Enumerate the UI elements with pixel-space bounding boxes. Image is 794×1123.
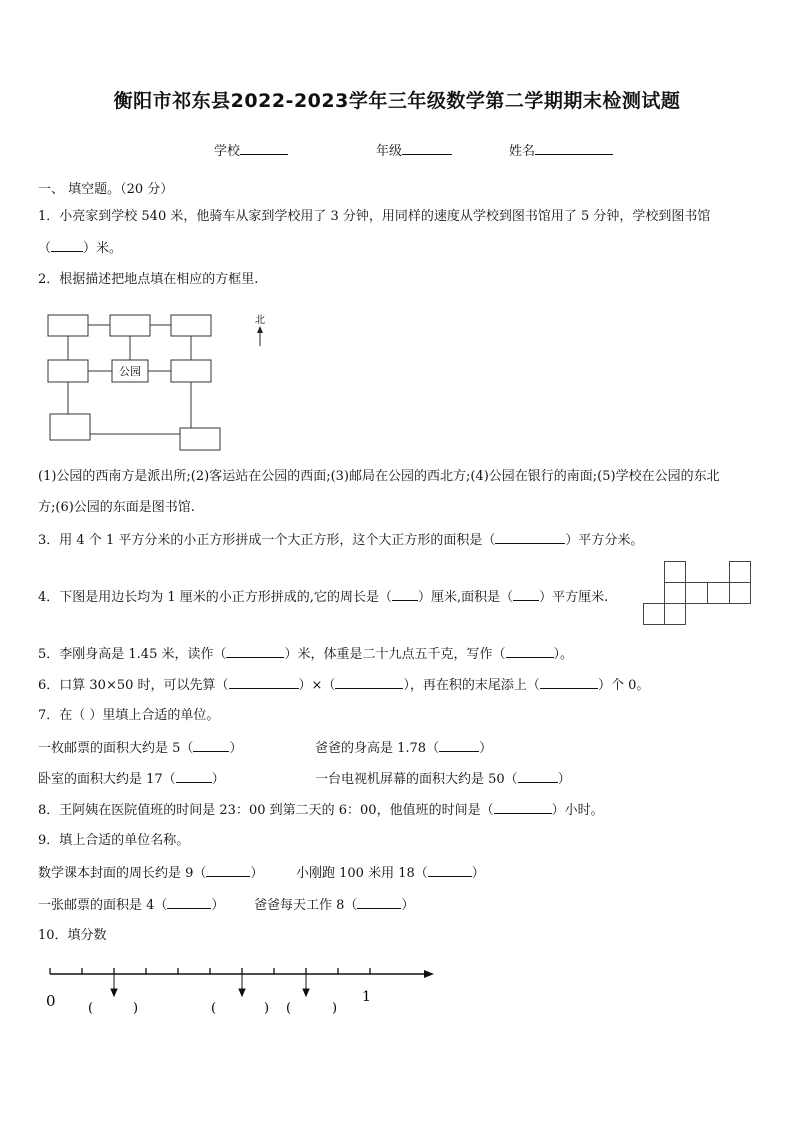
q7-d: [315, 770, 571, 789]
q7-d-close: ）: [557, 772, 571, 787]
q9-c-blank[interactable]: [167, 896, 211, 909]
q1-blank[interactable]: [51, 239, 83, 252]
q9-b-blank[interactable]: [428, 864, 472, 877]
fraction-slot-3-open: (: [286, 1001, 292, 1016]
q7-a-text: 一枚邮票的面积大约是 5（: [38, 741, 194, 756]
park-label: 公园: [119, 365, 141, 378]
q9-a-blank[interactable]: [206, 864, 250, 877]
map-box-bottom-left[interactable]: [50, 414, 90, 440]
q4-perimeter-blank[interactable]: [392, 588, 418, 601]
q5-write-blank[interactable]: [506, 645, 554, 658]
q9-b-text: 小刚跑 100 米用 18（: [296, 866, 428, 881]
q9-c-text: 一张邮票的面积是 4（: [38, 898, 168, 913]
q9-a: [38, 864, 263, 883]
down-arrow-icon: [303, 989, 309, 996]
fraction-slot-1-close: ): [133, 1001, 139, 1016]
q9-d-text: 爸爸每天工作 8（: [254, 898, 358, 913]
fraction-slot-2-open: (: [211, 1001, 217, 1016]
north-label: 北: [255, 315, 265, 326]
q6-part2: ）×（: [298, 678, 336, 693]
map-box-middle-right[interactable]: [171, 360, 211, 382]
q4-area-blank[interactable]: [513, 588, 539, 601]
q9-c-close: ）: [211, 898, 225, 913]
q9-d-blank[interactable]: [357, 896, 401, 909]
q9-d: [254, 896, 414, 915]
fraction-slot-2-close: ): [264, 1001, 270, 1016]
q9-c: [38, 896, 224, 915]
number-line-one: 1: [362, 989, 371, 1005]
number-line-zero: 0: [46, 992, 56, 1010]
name-blank[interactable]: [535, 142, 613, 155]
q6-line: [38, 676, 649, 695]
grade-blank[interactable]: [402, 142, 452, 155]
q6-blank-3[interactable]: [540, 676, 598, 689]
q9-text: 9．填上合适的单位名称。: [38, 833, 190, 848]
q2-desc-line1: (1)公园的西南方是派出所;(2)客运站在公园的西面;(3)邮局在公园的西北方;(4)公园在银行的南面;(5)学校在公园的东北: [38, 469, 720, 484]
q4-square-figure: [640, 560, 756, 628]
q8-blank[interactable]: [494, 801, 552, 814]
number-line-ticks: [50, 968, 370, 974]
q3-before: 3．用 4 个 1 平方分米的小正方形拼成一个大正方形，这个大正方形的面积是（: [38, 533, 496, 548]
q4-line: [38, 588, 608, 607]
q9-d-close: ）: [401, 898, 415, 913]
q2-map-figure: [40, 308, 280, 454]
q9-b: [296, 864, 485, 883]
grade-field[interactable]: [376, 140, 452, 159]
page-title: 衡阳市祁东县2022-2023学年三年级数学第二学期期末检测试题: [113, 90, 681, 112]
q2-desc-line2: 方;(6)公园的东面是图书馆.: [38, 500, 195, 515]
q5-part3: ）。: [553, 647, 574, 662]
q9-a-close: ）: [250, 866, 264, 881]
q7-a-close: ）: [229, 741, 243, 756]
q8-part2: ）小时。: [551, 803, 604, 818]
q1-line1: 1．小亮家到学校 540 米，他骑车从家到学校用了 3 分钟，用同样的速度从学校到图书馆用了 5 分钟，学校到图书馆: [38, 209, 711, 224]
q7-b-close: ）: [479, 741, 493, 756]
q7-b-text: 爸爸的身高是 1.78（: [315, 741, 440, 756]
number-line-arrow-icon: [424, 970, 434, 978]
q5-part2: ）米，体重是二十九点五千克，写作（: [284, 647, 506, 662]
q9-a-text: 数学课本封面的周长约是 9（: [38, 866, 207, 881]
q7-d-blank[interactable]: [518, 770, 558, 783]
q2-text: 2．根据描述把地点填在相应的方框里.: [38, 272, 259, 287]
q10-number-line: [36, 958, 446, 1022]
q6-part3: ），再在积的末尾添上（: [403, 678, 540, 693]
down-arrow-icon: [111, 989, 117, 996]
q1-open: （: [38, 241, 52, 256]
fraction-slot-1-open: (: [88, 1001, 94, 1016]
q7-a: [38, 739, 242, 758]
q5-part1: 5．李刚身高是 1.45 米，读作（: [38, 647, 227, 662]
section-heading: 一、 填空题。（20 分）: [38, 182, 174, 197]
name-label: 姓名: [509, 144, 536, 159]
q6-blank-1[interactable]: [229, 676, 299, 689]
name-field[interactable]: [509, 140, 613, 159]
q4-part2: ）厘米,面积是（: [417, 590, 514, 605]
q9-b-close: ）: [471, 866, 485, 881]
down-arrow-icon: [239, 989, 245, 996]
school-field[interactable]: [214, 140, 288, 159]
q6-blank-2[interactable]: [335, 676, 403, 689]
q7-d-text: 一台电视机屏幕的面积大约是 50（: [315, 772, 518, 787]
q7-c-text: 卧室的面积大约是 17（: [38, 772, 176, 787]
q1-line2: [38, 239, 122, 258]
school-blank[interactable]: [240, 142, 288, 155]
q3-blank[interactable]: [495, 531, 565, 544]
q3-line: [38, 531, 643, 550]
q6-part4: ）个 0。: [597, 678, 650, 693]
q3-after: ）平方分米。: [565, 533, 644, 548]
q7-b-blank[interactable]: [439, 739, 479, 752]
map-box-top-right[interactable]: [171, 315, 211, 336]
q4-part1: 4．下图是用边长均为 1 厘米的小正方形拼成的,它的周长是（: [38, 590, 392, 605]
north-arrow-icon: [255, 314, 265, 346]
q8-line: [38, 801, 604, 820]
q1-close: ）米。: [83, 241, 123, 256]
q5-line: [38, 645, 573, 664]
q6-part1: 6．口算 30×50 时，可以先算（: [38, 678, 229, 693]
fraction-slot-3-close: ): [332, 1001, 338, 1016]
q5-read-blank[interactable]: [226, 645, 284, 658]
q4-part3: ）平方厘米.: [539, 590, 609, 605]
map-box-top-middle[interactable]: [110, 315, 150, 336]
map-box-middle-left[interactable]: [48, 360, 88, 382]
q7-b: [315, 739, 492, 758]
q7-a-blank[interactable]: [193, 739, 229, 752]
map-box-bottom-right[interactable]: [180, 428, 220, 450]
school-label: 学校: [214, 144, 241, 159]
fraction-answer-slots: [88, 1001, 337, 1016]
q7-text: 7．在（ ）里填上合适的单位。: [38, 708, 220, 723]
q8-part1: 8．王阿姨在医院值班的时间是 23：00 到第二天的 6：00，他值班的时间是（: [38, 803, 494, 818]
q7-c: [38, 770, 225, 789]
map-box-top-left[interactable]: [48, 315, 88, 336]
q7-c-blank[interactable]: [176, 770, 212, 783]
grade-label: 年级: [376, 144, 403, 159]
q7-c-close: ）: [211, 772, 225, 787]
q10-text: 10．填分数: [38, 928, 107, 943]
